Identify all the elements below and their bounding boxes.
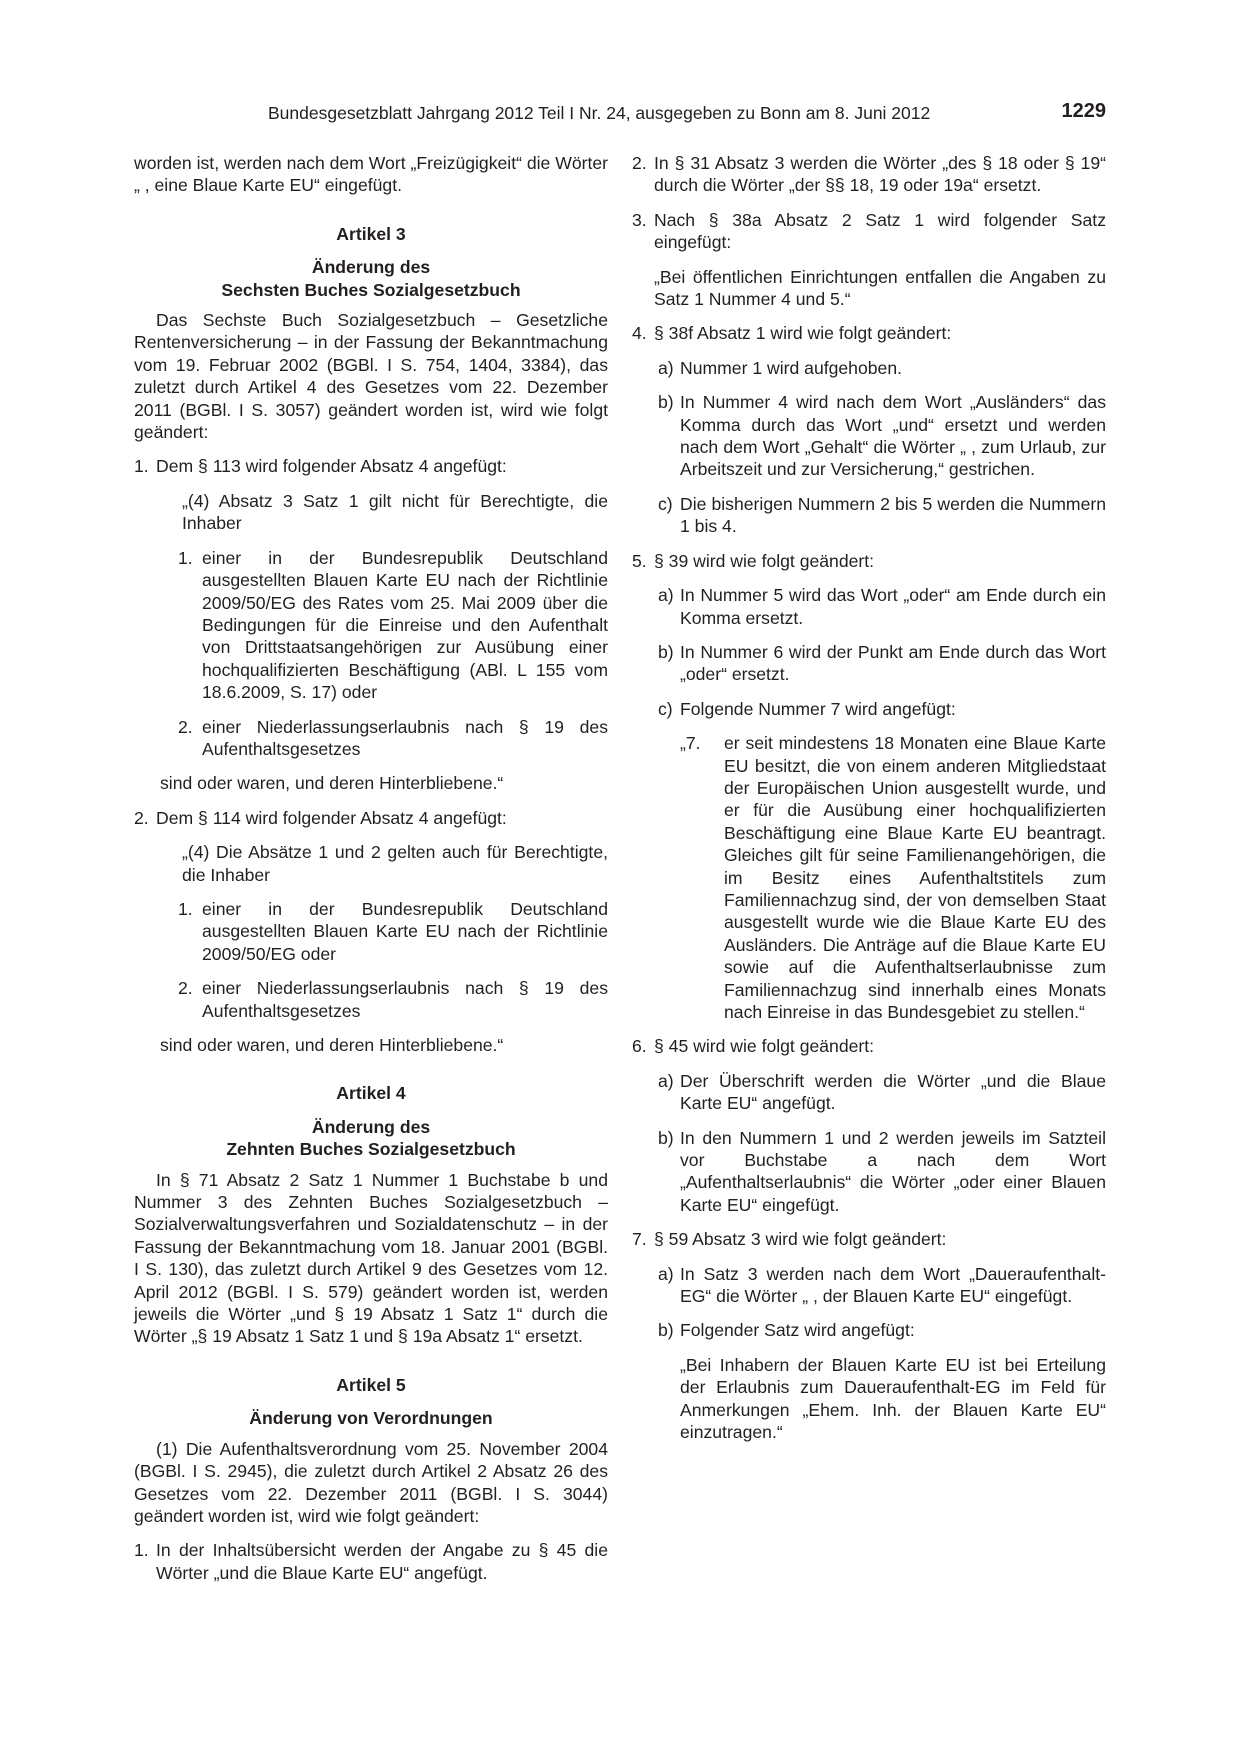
art5-item-1-text: In der Inhaltsübersicht werden der Angabe zu § 45 die Wörter „und die Blaue Karte EU“ angefügt. [156, 1540, 608, 1583]
right-item-3-quote: „Bei öffentlichen Einrichtungen entfallen die Angaben zu Satz 1 Nummer 4 und 5.“ [654, 266, 1106, 310]
art3-item-1-quote: „(4) Absatz 3 Satz 1 gilt nicht für Berechtigte, die Inhaber [182, 490, 608, 534]
right-item-7 [632, 1228, 1106, 1250]
right-item-4-b-text: In Nummer 4 wird nach dem Wort „Ausländers“ das Komma durch das Wort „und“ ersetzt und werden nach dem Wort „Gehalt“ die Wörter „ , zum Urlaub, zur Arbeitszeit und zur Versicherung,“ gestrichen. [680, 392, 1106, 480]
article-4-subtitle-2: Zehnten Buches Sozialgesetzbuch [226, 1139, 516, 1160]
right-item-3-text: Nach § 38a Absatz 2 Satz 1 wird folgender Satz eingefügt: [654, 209, 1106, 253]
right-item-4-text: § 38f Absatz 1 wird wie folgt geändert: [654, 323, 952, 344]
list-number: 2. [178, 716, 193, 737]
list-letter: b) [658, 1320, 674, 1341]
right-item-5-b-text: In Nummer 6 wird der Punkt am Ende durch das Wort „oder“ ersetzt. [680, 641, 1106, 685]
right-item-7-text: § 59 Absatz 3 wird wie folgt geändert: [654, 1229, 947, 1250]
list-letter: a) [658, 1070, 674, 1091]
right-item-7-a [632, 1263, 1106, 1308]
list-letter: c) [658, 493, 673, 514]
right-item-6-b [632, 1127, 1106, 1217]
right-item-5 [632, 550, 1106, 572]
art3-item-1-sub-2 [134, 716, 608, 761]
right-item-7-b-quote: „Bei Inhabern der Blauen Karte EU ist bei Erteilung der Erlaubnis zum Daueraufenthalt-EG im Feld für Anmerkungen „Ehem. Inh. der Blauen Karte EU“ einzutragen.“ [680, 1354, 1106, 1443]
right-item-7-b-text: Folgender Satz wird angefügt: [680, 1320, 915, 1341]
art3-item-2-closing: sind oder waren, und deren Hinterbliebene.“ [160, 1035, 504, 1055]
list-number: 4. [632, 323, 647, 344]
list-number: 2. [632, 153, 647, 173]
right-item-7-a-text: In Satz 3 werden nach dem Wort „Daueraufenthalt-EG“ die Wörter „ , der Blauen Karte EU“ eingefügt. [680, 1263, 1106, 1307]
right-item-6 [632, 1035, 1106, 1057]
right-item-4 [632, 322, 1106, 344]
article-3-body: Das Sechste Buch Sozialgesetzbuch – Gesetzliche Rentenversicherung – in der Fassung der Bekanntmachung vom 19. Februar 2002 (BGBl. I S. 754, 1404, 3384), das zuletzt durch Artikel 4 des Gesetzes vom 22. Dezember 2011 (BGBl. I S. 3057) geändert worden ist, wird wie folgt geändert: [134, 310, 608, 443]
list-number: 1. [134, 456, 149, 477]
right-item-5-c-quote [632, 732, 1106, 1023]
article-5-subtitle: Änderung von Verordnungen [249, 1408, 493, 1429]
article-3-subtitle-2: Sechsten Buches Sozialgesetzbuch [221, 279, 521, 300]
list-number: 7. [632, 1229, 647, 1250]
list-number: 3. [632, 209, 647, 230]
art3-item-1-sub-1 [134, 547, 608, 704]
right-item-5-a [632, 584, 1106, 629]
right-item-5-c-text: Folgende Nummer 7 wird angefügt: [680, 698, 956, 719]
list-number: 2. [178, 978, 193, 999]
page-number: 1229 [1061, 100, 1106, 122]
right-item-6-a [632, 1070, 1106, 1115]
article-5-heading: Artikel 5 [336, 1374, 406, 1395]
right-item-5-c [632, 698, 1106, 720]
list-letter: a) [658, 357, 674, 378]
page-header [134, 100, 1106, 130]
art3-item-2 [134, 807, 608, 829]
list-number: „7. [680, 733, 701, 754]
art3-item-1 [134, 455, 608, 477]
art3-item-1-closing: sind oder waren, und deren Hinterbliebene.“ [160, 773, 504, 794]
list-number: 5. [632, 550, 647, 571]
art3-item-2-text: Dem § 114 wird folgender Absatz 4 angefügt: [156, 807, 507, 828]
art3-item-1-sub-1-text: einer in der Bundesrepublik Deutschland ausgestellten Blauen Karte EU nach der Richtlinie 2009/50/EG des Rates vom 25. Mai 2009 über die Bedingungen für die Einreise und den Aufenthalt von Drittstaatsangehörigen zur Ausübung einer hochqualifizierten Beschäftigung (ABl. L 155 vom 18.6.2009, S. 17) oder [202, 547, 608, 703]
right-item-7-b [632, 1319, 1106, 1341]
list-letter: a) [658, 1263, 674, 1284]
art3-item-2-sub-1 [134, 898, 608, 965]
right-item-2-text: In § 31 Absatz 3 werden die Wörter „des § 18 oder § 19“ durch die Wörter „der §§ 18, 19 oder 19a“ ersetzt. [654, 153, 1106, 196]
list-number: 2. [134, 807, 149, 828]
article-5-body: (1) Die Aufenthaltsverordnung vom 25. November 2004 (BGBl. I S. 2945), die zuletzt durch Artikel 2 Absatz 26 des Gesetzes vom 22. Dezember 2011 (BGBl. I S. 3044) geändert worden ist, wird wie folgt geändert: [134, 1438, 608, 1526]
list-letter: b) [658, 392, 674, 413]
right-item-6-a-text: Der Überschrift werden die Wörter „und die Blaue Karte EU“ angefügt. [680, 1070, 1106, 1114]
right-item-4-a [632, 357, 1106, 379]
article-4-heading: Artikel 4 [336, 1083, 406, 1104]
list-letter: b) [658, 1127, 674, 1148]
art3-item-2-sub-2-text: einer Niederlassungserlaubnis nach § 19 des Aufenthaltsgesetzes [202, 978, 608, 1021]
list-letter: c) [658, 698, 673, 719]
list-number: 1. [178, 547, 193, 568]
right-item-5-c-quote-text: er seit mindestens 18 Monaten eine Blaue Karte EU besitzt, die von einem anderen Mitgliedstaat der Europäischen Union ausgestellt wurde, und er für die Ausübung einer hochqualifizierten Beschäftigung eine Blaue Karte EU beantragt. Gleiches gilt für seine Familienangehörigen, die im Besitz eines Aufenthaltstitels zum Familiennachzug sind, der von demselben Staat ausgestellt wurde wie die Blaue Karte EU des Ausländers. Die Anträge auf die Blaue Karte EU sowie auf die Aufenthaltserlaubnisse zum Familiennachzug sind innerhalb eines Monats nach Einreise in das Bundesgebiet zu stellen.“ [724, 733, 1106, 1022]
article-3-subtitle-1: Änderung des [311, 257, 431, 278]
right-item-3 [632, 209, 1106, 254]
intro-paragraph: worden ist, werden nach dem Wort „Freizügigkeit“ die Wörter „ , eine Blaue Karte EU“ eingefügt. [134, 153, 608, 196]
left-column [134, 152, 608, 1584]
right-item-5-text: § 39 wird wie folgt geändert: [654, 550, 875, 571]
right-item-5-b [632, 641, 1106, 686]
list-letter: a) [658, 585, 674, 606]
art3-item-1-sub-2-text: einer Niederlassungserlaubnis nach § 19 des Aufenthaltsgesetzes [202, 716, 608, 759]
art3-item-2-quote: „(4) Die Absätze 1 und 2 gelten auch für Berechtigte, die Inhaber [182, 842, 608, 885]
right-item-4-a-text: Nummer 1 wird aufgehoben. [680, 357, 902, 378]
art5-item-1 [134, 1539, 608, 1584]
article-3-heading: Artikel 3 [336, 223, 406, 244]
right-item-4-b [632, 391, 1106, 481]
list-number: 1. [134, 1540, 149, 1561]
art3-item-2-sub-2 [134, 977, 608, 1022]
right-item-5-a-text: In Nummer 5 wird das Wort „oder“ am Ende durch ein Komma ersetzt. [680, 585, 1106, 628]
article-4-body: In § 71 Absatz 2 Satz 1 Nummer 1 Buchstabe b und Nummer 3 des Zehnten Buches Sozialgesetzbuch – Sozialverwaltungsverfahren und Sozialdatenschutz – in der Fassung der Bekanntmachung vom 18. Januar 2001 (BGBl. I S. 130), das zuletzt durch Artikel 9 des Gesetzes vom 12. April 2012 (BGBl. I S. 579) geändert worden ist, werden jeweils die Wörter „und § 19 Absatz 1 Satz 1“ durch die Wörter „§ 19 Absatz 1 Satz 1 und § 19a Absatz 1“ ersetzt. [134, 1169, 608, 1347]
art3-item-2-sub-1-text: einer in der Bundesrepublik Deutschland ausgestellten Blauen Karte EU nach der Richtlinie 2009/50/EG oder [202, 898, 608, 964]
list-number: 6. [632, 1036, 647, 1057]
right-item-4-c-text: Die bisherigen Nummern 2 bis 5 werden die Nummern 1 bis 4. [680, 493, 1106, 537]
right-item-6-b-text: In den Nummern 1 und 2 werden jeweils im Satzteil vor Buchstabe a nach dem Wort „Aufenthaltserlaubnis“ die Wörter „oder einer Blauen Karte EU“ eingefügt. [680, 1127, 1106, 1215]
right-item-2 [632, 152, 1106, 197]
right-item-6-text: § 45 wird wie folgt geändert: [654, 1036, 875, 1057]
list-letter: b) [658, 641, 674, 662]
list-number: 1. [178, 898, 193, 919]
art3-item-1-text: Dem § 113 wird folgender Absatz 4 angefügt: [156, 456, 507, 477]
right-column [632, 152, 1106, 1444]
right-item-4-c [632, 493, 1106, 538]
header-title: Bundesgesetzblatt Jahrgang 2012 Teil I Nr. 24, ausgegeben zu Bonn am 8. Juni 2012 [268, 103, 931, 123]
article-4-subtitle-1: Änderung des [311, 1116, 431, 1137]
